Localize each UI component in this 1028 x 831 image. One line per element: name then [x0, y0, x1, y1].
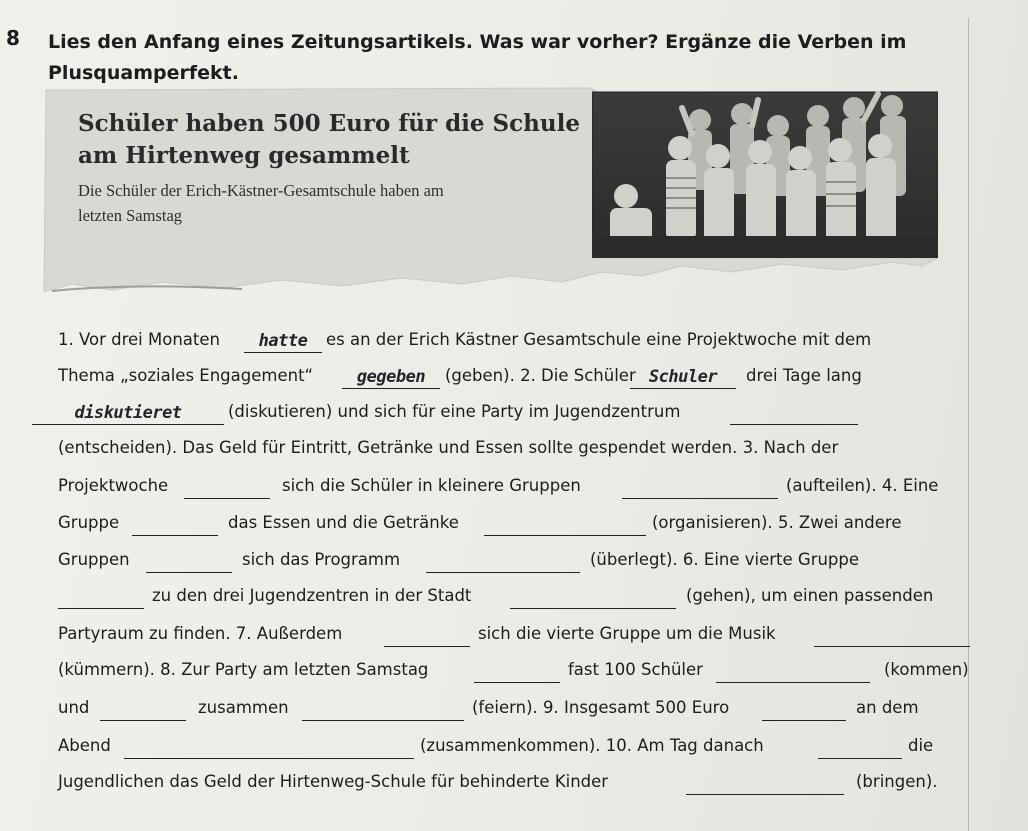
newspaper-clipping — [42, 86, 938, 298]
exercise-line — [58, 326, 963, 362]
answer-blank[interactable] — [58, 582, 144, 609]
text-segment: (kümmern). 8. Zur Party am letzten Samstag — [58, 660, 429, 679]
handwritten-answer: diskutieret — [74, 403, 182, 423]
text-segment: Partyraum zu finden. 7. Außerdem — [58, 624, 343, 643]
answer-blank[interactable] — [716, 656, 870, 683]
text-segment: sich die vierte Gruppe um die Musik — [478, 624, 776, 643]
text-segment: (gehen), um einen passenden — [686, 586, 934, 605]
exercise-line — [58, 732, 963, 768]
answer-blank[interactable] — [730, 398, 858, 425]
text-segment: die — [908, 736, 934, 755]
text-segment: sich die Schüler in kleinere Gruppen — [282, 476, 581, 495]
exercise-line — [58, 768, 963, 804]
answer-blank[interactable] — [302, 694, 464, 721]
text-segment: Thema „soziales Engagement“ — [58, 366, 314, 385]
exercise-line — [58, 694, 963, 730]
text-segment: das Essen und die Getränke — [228, 513, 459, 532]
handwritten-answer: hatte — [258, 331, 308, 351]
text-segment: sich das Programm — [242, 550, 401, 569]
text-segment: drei Tage lang — [746, 366, 862, 385]
text-segment: (diskutieren) und sich für eine Party im Jugendzentrum — [228, 402, 681, 421]
text-segment: fast 100 Schüler — [568, 660, 703, 679]
answer-blank[interactable] — [244, 326, 322, 353]
answer-blank[interactable] — [814, 620, 970, 647]
text-segment: Jugendlichen das Geld der Hirtenweg-Schule für behinderte Kinder — [58, 772, 609, 791]
answer-blank[interactable] — [686, 768, 844, 795]
text-segment: Gruppen — [58, 550, 130, 569]
exercise-line — [58, 509, 963, 545]
answer-blank[interactable] — [762, 694, 846, 721]
exercise-line — [58, 546, 963, 582]
answer-blank[interactable] — [426, 546, 580, 573]
group-of-students-photo — [592, 86, 938, 258]
handwritten-answer: Schuler — [648, 367, 718, 387]
text-segment: Projektwoche — [58, 476, 169, 495]
answer-blank[interactable] — [510, 582, 676, 609]
answer-blank[interactable] — [132, 509, 218, 536]
answer-blank[interactable] — [146, 546, 232, 573]
exercise-line — [58, 362, 963, 398]
lead-line-1: Die Schüler der Erich-Kästner-Gesamtschule haben am — [78, 181, 444, 200]
handwritten-answer: gegeben — [356, 367, 426, 387]
text-segment: (entscheiden). Das Geld für Eintritt, Getränke und Essen sollte gespendet werden. 3. Nach der — [58, 438, 839, 457]
article-headline — [78, 108, 598, 172]
headline-line-1: Schüler haben 500 Euro für die Schule — [78, 110, 580, 137]
text-segment: an dem — [856, 698, 919, 717]
page-margin-line — [968, 18, 969, 831]
text-segment: zu den drei Jugendzentren in der Stadt — [152, 586, 472, 605]
answer-blank[interactable] — [622, 472, 778, 499]
exercise-line — [58, 434, 963, 470]
answer-blank[interactable] — [100, 694, 186, 721]
text-segment: (aufteilen). 4. Eine — [786, 476, 939, 495]
exercise-line — [58, 620, 963, 656]
text-segment: (feiern). 9. Insgesamt 500 Euro — [472, 698, 730, 717]
text-segment: es an der Erich Kästner Gesamtschule eine Projektwoche mit dem — [326, 330, 872, 349]
text-segment: (organisieren). 5. Zwei andere — [652, 513, 902, 532]
answer-blank[interactable] — [342, 362, 440, 389]
answer-blank[interactable] — [818, 732, 902, 759]
exercise-line — [58, 472, 963, 508]
task-number: 8 — [6, 26, 20, 50]
text-segment: (kommen) — [884, 660, 969, 679]
headline-line-2: am Hirtenweg gesammelt — [78, 142, 410, 169]
exercise-line — [58, 656, 969, 692]
text-segment: 1. Vor drei Monaten — [58, 330, 220, 349]
task-instruction: Lies den Anfang eines Zeitungsartikels. Was war vorher? Ergänze die Verben im Plusquamperfekt. — [48, 31, 907, 84]
text-segment: (überlegt). 6. Eine vierte Gruppe — [590, 550, 860, 569]
answer-blank[interactable] — [184, 472, 270, 499]
answer-blank[interactable] — [32, 398, 224, 425]
exercise-line — [58, 582, 963, 618]
text-segment: (geben). 2. Die Schüler — [445, 366, 636, 385]
text-segment: und — [58, 698, 90, 717]
article-lead — [78, 178, 598, 228]
answer-blank[interactable] — [384, 620, 470, 647]
text-segment: (bringen). — [856, 772, 938, 791]
text-segment: Gruppe — [58, 513, 120, 532]
text-segment: (zusammenkommen). 10. Am Tag danach — [420, 736, 764, 755]
exercise-line — [58, 398, 963, 434]
answer-blank[interactable] — [474, 656, 560, 683]
text-segment: Abend — [58, 736, 111, 755]
answer-blank[interactable] — [124, 732, 414, 759]
text-segment: zusammen — [198, 698, 289, 717]
answer-blank[interactable] — [630, 362, 736, 389]
answer-blank[interactable] — [484, 509, 646, 536]
lead-line-2: letzten Samstag — [78, 206, 183, 225]
